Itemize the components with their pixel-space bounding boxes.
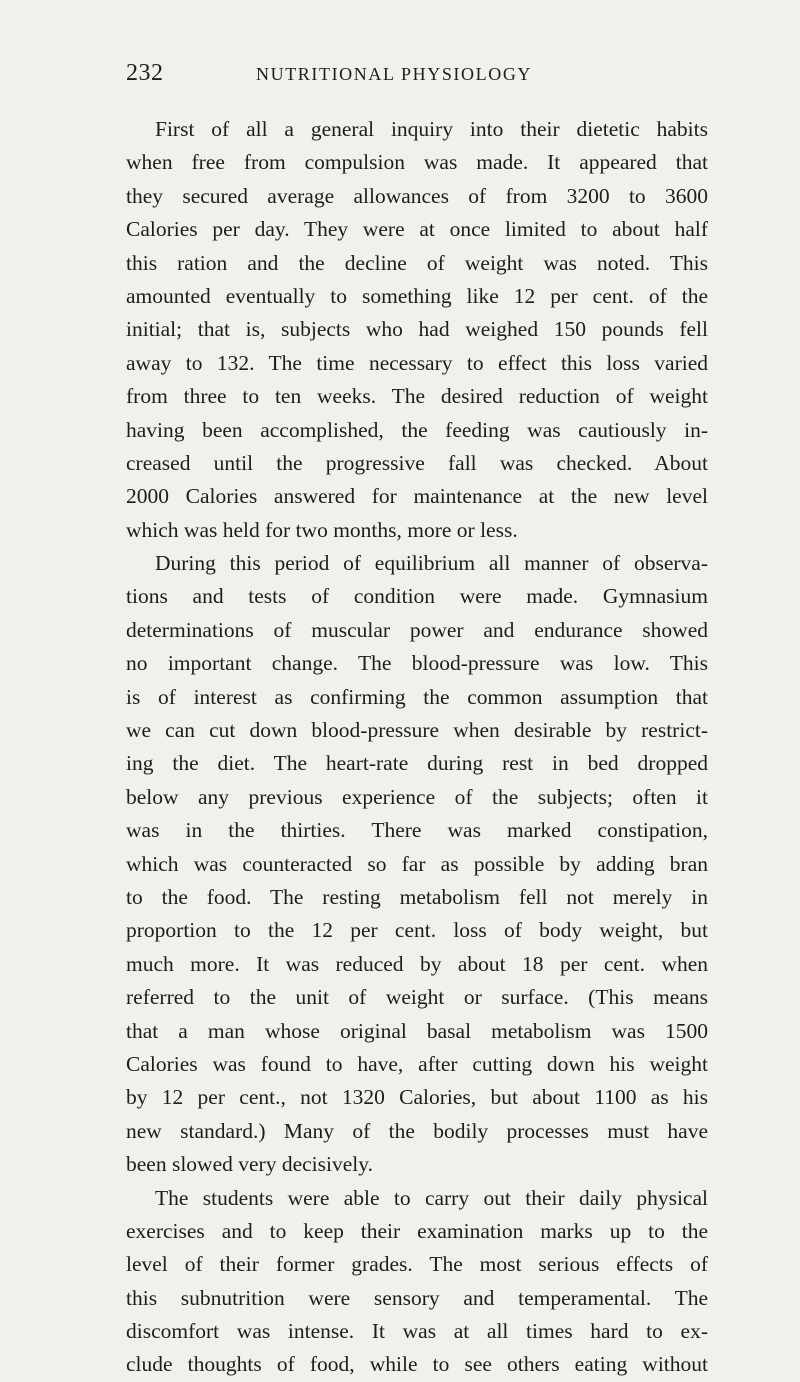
text-line: much more. It was reduced by about 18 per cent. when <box>126 951 708 976</box>
page-number: 232 <box>126 60 164 86</box>
text-line: clude thoughts of food, while to see others eating without <box>126 1352 708 1377</box>
text-line: having been accomplished, the feeding was cautiously in- <box>126 417 708 442</box>
text-line: when free from compulsion was made. It appeared that <box>126 150 708 175</box>
running-head: NUTRITIONAL PHYSIOLOGY <box>256 64 533 84</box>
text-line: ing the diet. The heart-rate during rest in bed dropped <box>126 751 708 776</box>
text-line: no important change. The blood-pressure was low. This <box>126 651 708 676</box>
text-line: from three to ten weeks. The desired reduction of weight <box>126 384 708 409</box>
text-line: tions and tests of condition were made. Gymnasium <box>126 584 708 609</box>
text-line: Calories per day. They were at once limited to about half <box>126 217 708 242</box>
text-line: to the food. The resting metabolism fell not merely in <box>126 884 708 909</box>
text-line: proportion to the 12 per cent. loss of body weight, but <box>126 918 708 943</box>
text-line: which was held for two months, more or less. <box>126 517 518 542</box>
text-line: new standard.) Many of the bodily processes must have <box>126 1118 708 1143</box>
text-line: away to 132. The time necessary to effect this loss varied <box>126 350 708 375</box>
text-line: referred to the unit of weight or surface. (This means <box>126 985 708 1010</box>
text-line: 2000 Calories answered for maintenance at the new level <box>126 484 708 509</box>
text-line: we can cut down blood-pressure when desirable by restrict- <box>126 718 708 743</box>
text-line: below any previous experience of the subjects; often it <box>126 784 708 809</box>
text-line: this subnutrition were sensory and temperamental. The <box>126 1285 708 1310</box>
text-line: by 12 per cent., not 1320 Calories, but about 1100 as his <box>126 1085 708 1110</box>
text-line: is of interest as confirming the common assumption that <box>126 684 708 709</box>
text-line: Calories was found to have, after cutting down his weight <box>126 1051 708 1076</box>
text-line: this ration and the decline of weight was noted. This <box>126 250 708 275</box>
page-header <box>126 58 708 88</box>
text-line: been slowed very decisively. <box>126 1152 373 1177</box>
text-line: First of all a general inquiry into their dietetic habits <box>155 117 708 141</box>
text-line: which was counteracted so far as possible by adding bran <box>126 851 708 876</box>
text-line: exercises and to keep their examination marks up to the <box>126 1218 708 1243</box>
text-line: they secured average allowances of from 3200 to 3600 <box>126 183 708 208</box>
text-line: initial; that is, subjects who had weighed 150 pounds fell <box>126 317 708 342</box>
text-line: creased until the progressive fall was checked. About <box>126 450 708 475</box>
text-line: During this period of equilibrium all manner of observa- <box>155 551 708 576</box>
text-line: that a man whose original basal metabolism was 1500 <box>126 1018 708 1043</box>
body-text <box>126 113 708 1382</box>
text-line: level of their former grades. The most serious effects of <box>126 1252 708 1277</box>
text-line: The students were able to carry out their daily physical <box>155 1185 708 1210</box>
text-line: determinations of muscular power and endurance showed <box>126 617 708 642</box>
text-line: was in the thirties. There was marked constipation, <box>126 818 708 843</box>
text-line: discomfort was intense. It was at all times hard to ex- <box>126 1319 708 1344</box>
text-line: amounted eventually to something like 12 per cent. of the <box>126 283 708 308</box>
